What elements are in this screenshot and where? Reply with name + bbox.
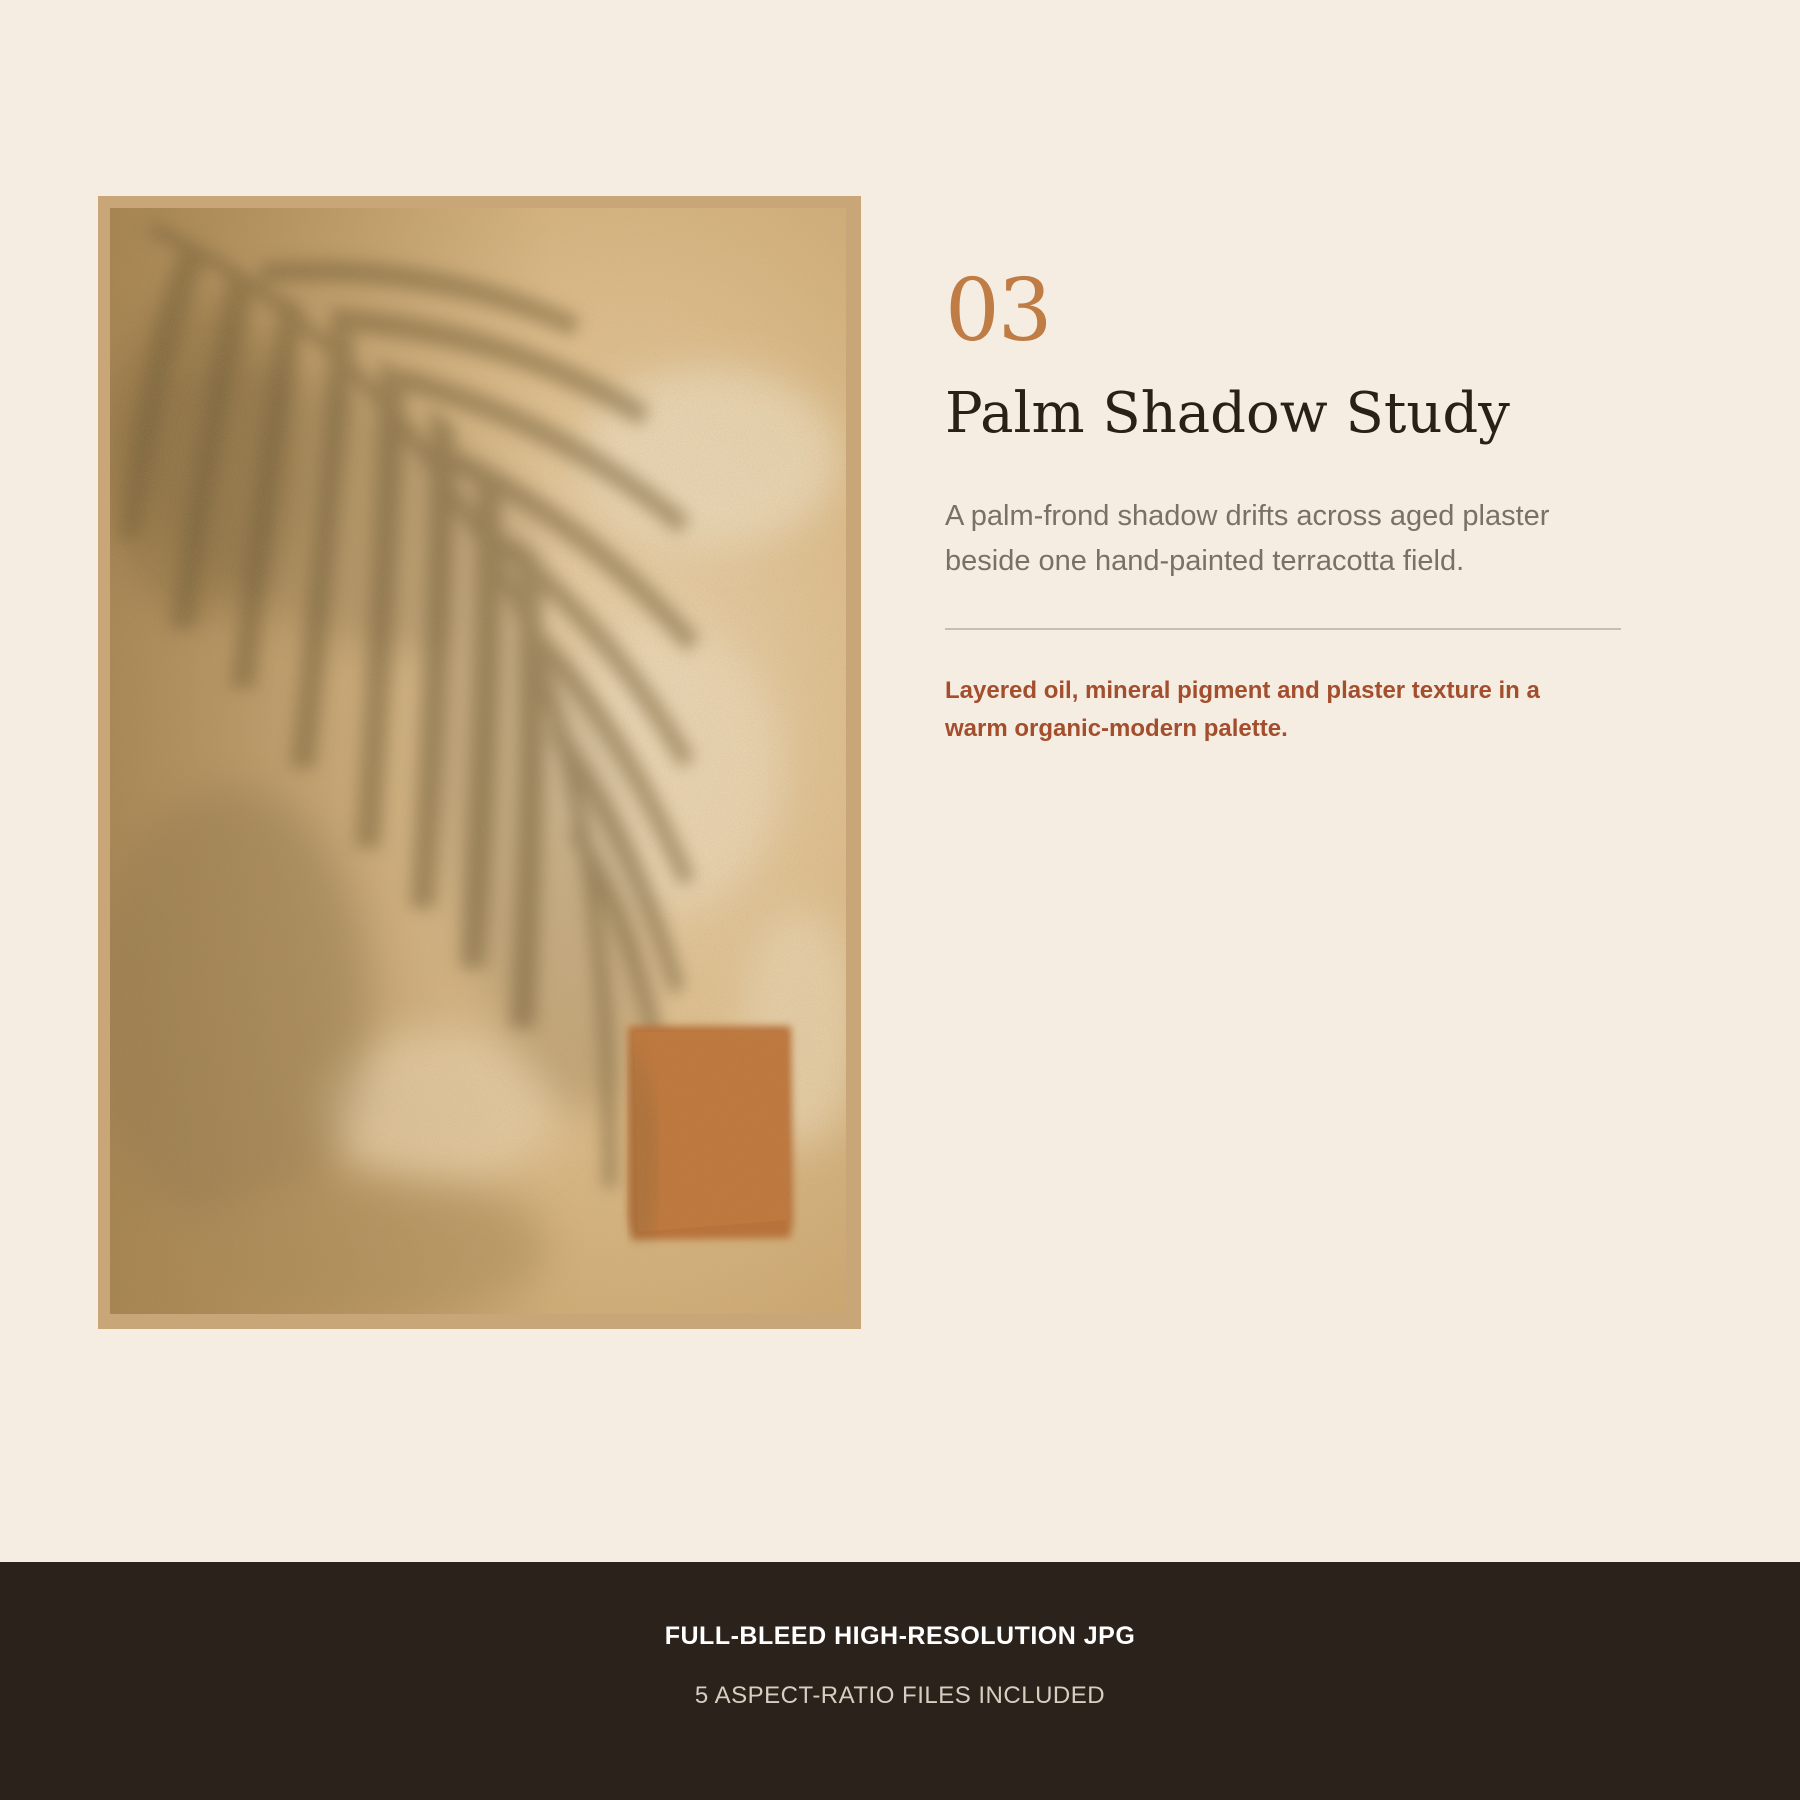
artwork-frame — [98, 196, 861, 1329]
palm-shadow-artwork — [110, 208, 846, 1314]
artwork-info — [945, 261, 1645, 748]
artwork-number: 03 — [945, 261, 1051, 361]
files-included-label: 5 ASPECT-RATIO FILES INCLUDED — [694, 1682, 1106, 1709]
artwork-materials: Layered oil, mineral pigment and plaster texture in a warm organic-modern palette. — [945, 677, 1540, 743]
artwork-image — [110, 208, 846, 1314]
footer-band — [0, 1562, 1800, 1800]
artwork-title: Palm Shadow Study — [945, 381, 1510, 446]
file-format-label: FULL-BLEED HIGH-RESOLUTION JPG — [664, 1622, 1136, 1650]
divider — [945, 628, 1621, 630]
artwork-description: A palm-frond shadow drifts across aged plaster beside one hand-painted terracotta field. — [945, 500, 1550, 578]
